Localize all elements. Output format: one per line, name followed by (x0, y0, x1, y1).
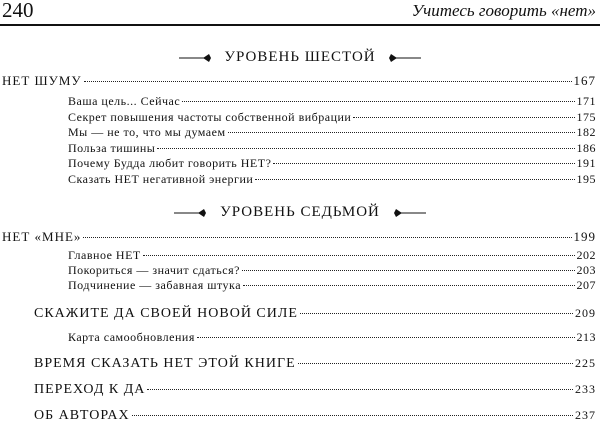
toc-item[interactable] (68, 141, 596, 156)
toc-page: 207 (576, 278, 596, 292)
toc-item[interactable] (68, 156, 596, 171)
level-seven-heading (0, 204, 600, 221)
toc-part-title: НЕТ «МНЕ» (2, 229, 82, 244)
toc-page: 202 (576, 248, 596, 262)
toc-page: 203 (576, 263, 596, 277)
dot-leader (300, 313, 573, 314)
dot-leader (255, 179, 574, 180)
toc-item-title: Секрет повышения частоты собственной вибрации (68, 110, 352, 124)
toc-item-title: Подчинение — забавная штука (68, 278, 242, 292)
toc-section[interactable] (34, 306, 596, 322)
toc-item[interactable] (68, 172, 596, 187)
toc-item[interactable] (68, 263, 596, 278)
right-ornament-icon (393, 208, 427, 218)
toc-item-title: Карта самообновления (68, 330, 195, 344)
toc-item-title: Главное НЕТ (68, 248, 141, 262)
toc-page: 182 (576, 125, 596, 139)
toc-page: 209 (575, 306, 596, 320)
dot-leader (228, 132, 575, 133)
dot-leader (143, 255, 575, 256)
dot-leader (273, 163, 574, 164)
dot-leader (298, 363, 573, 364)
toc-item-title: Ваша цель... Сейчас (68, 94, 181, 108)
dot-leader (157, 148, 574, 149)
toc-page: 213 (576, 330, 596, 344)
toc-page: 175 (576, 110, 596, 124)
level-seven-title: УРОВЕНЬ СЕДЬМОЙ (220, 204, 380, 220)
toc-page: 199 (573, 229, 596, 244)
toc-section[interactable] (34, 356, 596, 372)
toc-item[interactable] (68, 110, 596, 125)
toc-item[interactable] (68, 125, 596, 140)
toc-section-title: ПЕРЕХОД К ДА (34, 382, 146, 397)
toc-item-title: Польза тишины (68, 141, 156, 155)
toc-item-title: Сказать НЕТ негативной энергии (68, 172, 254, 186)
toc-item-title: Покориться — значит сдаться? (68, 263, 240, 277)
dot-leader (84, 81, 572, 82)
toc-section-title: СКАЖИТЕ ДА СВОЕЙ НОВОЙ СИЛЕ (34, 306, 298, 321)
toc-section-title: ОБ АВТОРАХ (34, 408, 130, 423)
toc-section-title: ВРЕМЯ СКАЗАТЬ НЕТ ЭТОЙ КНИГЕ (34, 356, 296, 371)
dot-leader (182, 101, 574, 102)
toc-item-title: Мы — не то, что мы думаем (68, 125, 226, 139)
dot-leader (147, 389, 573, 390)
level-six-title: УРОВЕНЬ ШЕСТОЙ (224, 49, 376, 65)
running-title: Учитесь говорить «нет» (411, 1, 596, 20)
left-ornament-icon (173, 208, 207, 218)
toc-part-title: НЕТ ШУМУ (2, 73, 82, 88)
toc-page: 167 (573, 73, 596, 88)
toc-section[interactable] (34, 382, 596, 398)
toc-page: 171 (576, 94, 596, 108)
toc-page: 195 (576, 172, 596, 186)
toc-item[interactable] (68, 278, 596, 293)
toc-page: 233 (575, 382, 596, 396)
dot-leader (242, 270, 575, 271)
left-ornament-icon (178, 53, 212, 63)
toc-item[interactable] (68, 94, 596, 109)
toc-item[interactable] (68, 330, 596, 345)
dot-leader (132, 415, 573, 416)
right-ornament-icon (388, 53, 422, 63)
toc-page: 191 (576, 156, 596, 170)
header-rule (0, 24, 600, 26)
page-number: 240 (2, 0, 34, 22)
level-six-heading (0, 49, 600, 66)
toc-section[interactable] (34, 408, 596, 424)
toc-item-title: Почему Будда любит говорить НЕТ? (68, 156, 272, 170)
dot-leader (243, 285, 574, 286)
dot-leader (197, 337, 575, 338)
toc-item[interactable] (68, 248, 596, 263)
toc-part-no-me[interactable] (2, 229, 596, 245)
toc-part-no-noise[interactable] (2, 73, 596, 89)
page-header (0, 0, 600, 24)
toc-page: 237 (575, 408, 596, 422)
toc-page: 225 (575, 356, 596, 370)
toc-page: 186 (576, 141, 596, 155)
dot-leader (83, 237, 571, 238)
dot-leader (353, 117, 574, 118)
